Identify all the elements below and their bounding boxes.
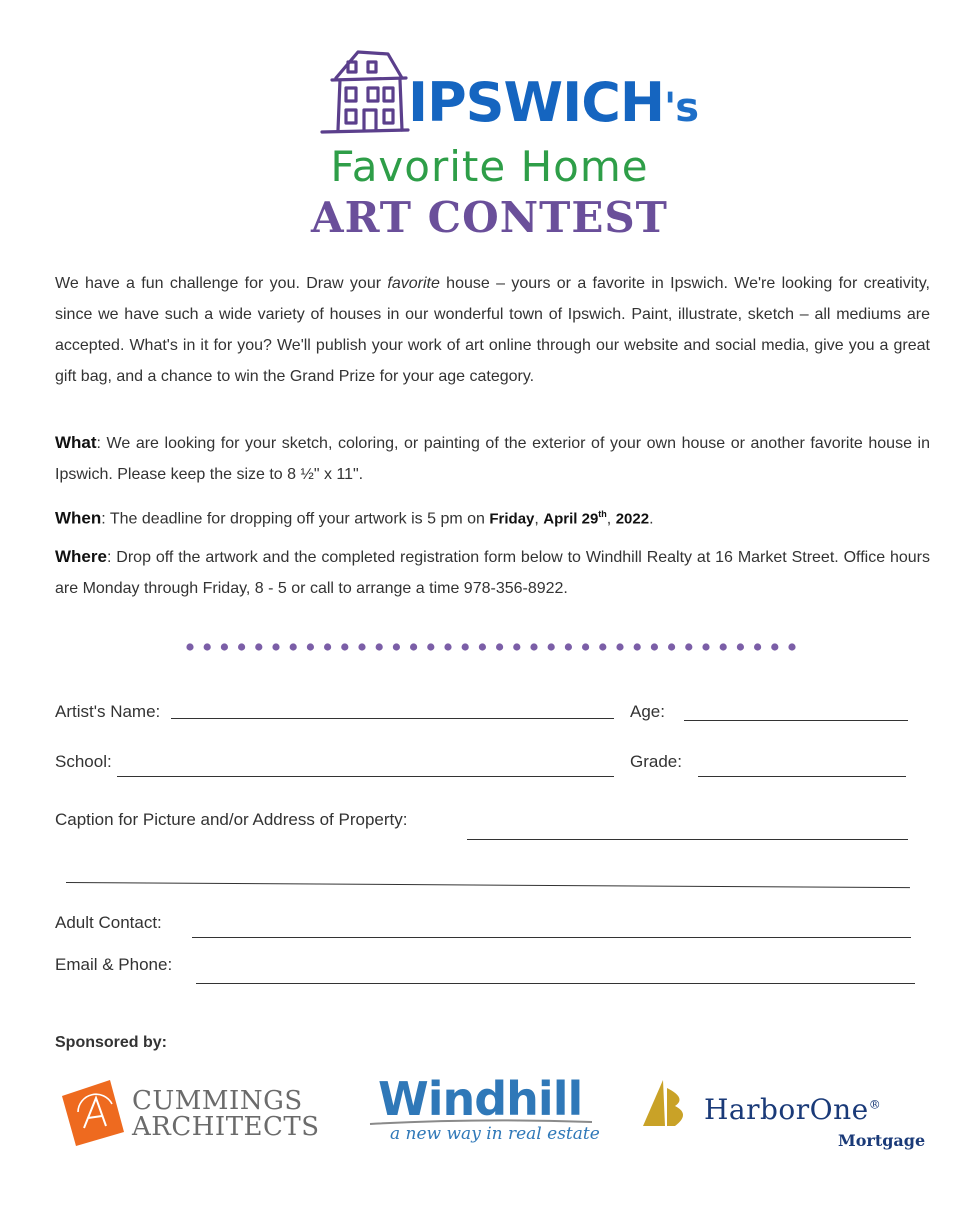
harborone-sail-icon (641, 1078, 693, 1130)
divider-dot (530, 643, 537, 650)
school-label: School: (55, 752, 112, 771)
when-date-suffix: th (598, 509, 607, 519)
adult-contact-label: Adult Contact: (55, 913, 162, 932)
harborone-name-text: HarborOne (704, 1093, 869, 1126)
email-phone-line[interactable] (196, 983, 915, 984)
divider-dot (720, 643, 727, 650)
artist-name-label: Artist's Name: (55, 702, 161, 721)
divider-dot (462, 643, 469, 650)
divider-dot (496, 643, 503, 650)
windhill-tagline: a new way in real estate (390, 1124, 600, 1144)
where-paragraph (55, 541, 930, 604)
when-comma-2: , (606, 510, 616, 528)
cummings-line-1: CUMMINGS (132, 1086, 303, 1116)
cummings-architects-logo-icon (60, 1076, 126, 1148)
where-label: Where (55, 547, 107, 566)
divider-dot (668, 643, 675, 650)
harborone-name (704, 1093, 882, 1126)
divider-dot (358, 643, 365, 650)
subtitle-art-contest: ART CONTEST (311, 193, 668, 242)
when-period: . (649, 510, 654, 528)
caption-line-1[interactable] (467, 839, 908, 840)
divider-dot (410, 643, 417, 650)
intro-part2: house – yours or a favorite in Ipswich. We're looking for creativity, since we have such a wide variety of houses in our wonderful town of Ipswich. Paint, illustrate, sketch – all mediums are accepted. What's in it for you? We'll publish your work of art online through our website and social media, give you a great gift bag, and a chance to win the Grand Prize for your age category. (55, 275, 930, 385)
grade-line[interactable] (698, 776, 906, 777)
divider-dot (513, 643, 520, 650)
cummings-architects-name (132, 1088, 320, 1140)
divider-dot (272, 643, 279, 650)
cummings-line-2: ARCHITECTS (132, 1112, 320, 1142)
title-ipswich (408, 71, 699, 134)
divider-dot (616, 643, 623, 650)
divider-dot (290, 643, 297, 650)
divider-dot (582, 643, 589, 650)
title-main: IPSWICH (408, 71, 665, 134)
divider-dot (324, 643, 331, 650)
divider-dot (479, 643, 486, 650)
when-day: Friday (489, 510, 535, 528)
divider-dot (376, 643, 383, 650)
caption-line-2[interactable] (66, 882, 910, 888)
intro-emphasis: favorite (387, 275, 440, 292)
divider-dot (221, 643, 228, 650)
what-paragraph (55, 427, 930, 490)
divider-dot (565, 643, 572, 650)
email-phone-label: Email & Phone: (55, 955, 173, 974)
divider-dot (427, 643, 434, 650)
divider-dot (341, 643, 348, 650)
grade-label: Grade: (630, 752, 682, 771)
when-text: : The deadline for dropping off your artwork is 5 pm on (101, 510, 490, 528)
divider-dot (702, 643, 709, 650)
divider-dot (255, 643, 262, 650)
intro-paragraph (55, 268, 930, 392)
subtitle-favorite-home: Favorite Home (330, 142, 649, 191)
divider-dot (599, 643, 606, 650)
divider-dot (393, 643, 400, 650)
age-line[interactable] (684, 720, 908, 721)
divider-dot (685, 643, 692, 650)
artist-name-line[interactable] (171, 718, 614, 719)
divider-dot (186, 643, 193, 650)
harborone-mortgage: Mortgage (838, 1131, 926, 1150)
divider-dot (548, 643, 555, 650)
when-year: 2022 (615, 510, 650, 528)
divider-dot (634, 643, 641, 650)
divider-dot (444, 643, 451, 650)
where-text: : Drop off the artwork and the completed registration form below to Windhill Realty at 16 Market Street. Office hours are Monday through Friday, 8 - 5 or call to arrange a time 978-356-8922. (55, 549, 930, 597)
divider-dot (307, 643, 314, 650)
adult-contact-line[interactable] (192, 937, 911, 938)
when-comma: , (534, 510, 544, 528)
dotted-divider (186, 642, 796, 652)
divider-dot (754, 643, 761, 650)
what-label: What (55, 433, 97, 452)
title-possessive: 's (664, 85, 699, 131)
when-paragraph (55, 499, 930, 534)
divider-dot (651, 643, 658, 650)
when-label: When (55, 508, 102, 528)
what-text: : We are looking for your sketch, coloring, or painting of the exterior of your own house or another favorite house in Ipswich. Please keep the size to 8 ½" x 11". (55, 435, 930, 483)
school-line[interactable] (117, 776, 614, 777)
caption-label: Caption for Picture and/or Address of Property: (55, 810, 408, 829)
divider-dot (737, 643, 744, 650)
intro-part1: We have a fun challenge for you. Draw your (55, 275, 388, 292)
sponsored-by-label: Sponsored by: (55, 1034, 168, 1051)
age-label: Age: (630, 702, 665, 721)
divider-dot (788, 643, 795, 650)
when-date: April 29 (543, 510, 599, 528)
harborone-registered-mark: ® (868, 1097, 882, 1112)
divider-dot (204, 643, 211, 650)
house-logo-icon (318, 48, 410, 140)
divider-dot (771, 643, 778, 650)
divider-dot (238, 643, 245, 650)
windhill-name: Windhill (378, 1072, 583, 1126)
